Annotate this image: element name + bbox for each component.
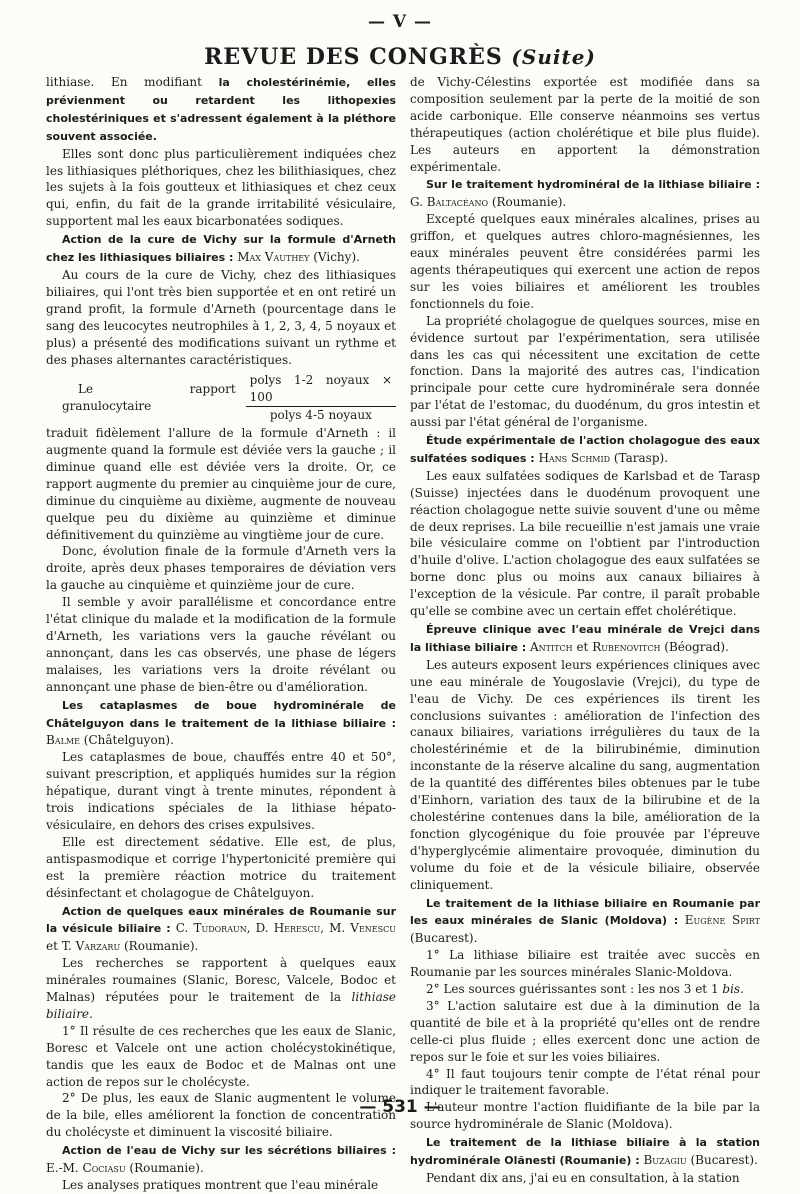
- paragraph: Il semble y avoir parallélisme et concordance entre l'état clinique du malade et la modification de la formule d'Arneth, les variations vers la gauche révélant ou annonçant, dans les cas observés, une phase de légers malaises, les variations vers la droite révélant ou annonçant une phase de bien-être ou d'amélioration.: [46, 595, 396, 694]
- section-heading: Sur le traitement hydrominéral de la lithiase biliaire : G. Baltacéano (Roumanie).: [410, 178, 760, 210]
- formula-fraction: [246, 372, 396, 424]
- section-heading: Le traitement de la lithiase biliaire en Roumanie par les eaux minérales de Slanic (Moldova) : Eugène Spirt (Bucarest).: [410, 896, 760, 946]
- paragraph: de Vichy-Célestins exportée est modifiée dans sa composition seulement par la perte de la moitié de son acide carbonique. Elle conserve néanmoins ses vertus thérapeutiques (action cholérétique et bile plus fluide). Les auteurs en apportent la démonstration expérimentale.: [410, 75, 760, 174]
- section-heading: Étude expérimentale de l'action cholagogue des eaux sulfatées sodiques : Hans Schmid (Tarasp).: [410, 434, 760, 465]
- paragraph: Donc, évolution finale de la formule d'Arneth vers la droite, après deux phases temporaires de déviation vers la gauche au cinquième et quinzième jour de cure.: [46, 544, 396, 593]
- paragraph: 4° Il faut toujours tenir compte de l'état rénal pour indiquer le traitement favorable.: [410, 1066, 760, 1098]
- running-title-suite: (Suite): [511, 45, 596, 69]
- paragraph: Pendant dix ans, j'ai eu en consultation, à la station: [426, 1171, 740, 1185]
- paragraph: lithiase. En modifiant la cholestérinémie, elles prévienment ou retardent les lithopexies cholestériniques et s'adressent également à la pléthore souvent associée.: [46, 75, 396, 143]
- paragraph: Les eaux sulfatées sodiques de Karlsbad et de Tarasp (Suisse) injectées dans le duodénum provoquent une réaction cholagogue nette suivie souvent d'une ou même de deux reprises. La bile recueillie n'est jamais une vraie bile vésiculaire comme on l'obtient par l'introduction d'huile d'olive. L'action cholagogue des eaux sulfatées se borne donc plus ou moins aux canaux biliaires à l'exception de la vésicule. Par contre, il paraît probable qu'elle se combine avec un certain effet cholérétique.: [410, 468, 760, 619]
- section-heading: Action de la cure de Vichy sur la formule d'Arneth chez les lithiasiques biliaires : Max Vauthey (Vichy).: [46, 233, 396, 265]
- right-column: [410, 74, 760, 1187]
- left-column: [46, 74, 396, 1194]
- paragraph: Excepté quelques eaux minérales alcalines, prises au griffon, et quelques autres chloro-magnésiennes, les eaux minérales peuvent être considérées parmi les agents thérapeutiques qui exercent une action de repos sur les voies biliaires et améliorent les troubles fonctionnels du foie.: [410, 212, 760, 311]
- section-heading: Action de quelques eaux minérales de Roumanie sur la vésicule biliaire : C. Tudoraun, D. Herescu, M. Venescu et T. Varzaru (Roumanie).: [46, 904, 396, 954]
- running-title: [0, 44, 800, 70]
- formula-denominator: polys 4-5 noyaux: [269, 408, 372, 423]
- granulocyte-ratio-formula: [46, 372, 396, 424]
- formula-lead-text: Le rapport granulocytaire: [62, 382, 236, 414]
- page-roman-numeral: — V —: [367, 12, 433, 32]
- paragraph: 2° Les sources guérissantes sont : les nos 3 et 1 bis.: [426, 982, 744, 997]
- paragraph: L'auteur montre l'action fluidifiante de la bile par la source hydrominérale de Slanic (Moldova).: [410, 1100, 760, 1132]
- formula-numerator: polys 1-2 noyaux × 100: [246, 372, 396, 407]
- paragraph: Elles sont donc plus particulièrement indiquées chez les lithiasiques pléthoriques, chez les bilithiasiques, chez les sujets à la fois goutteux et lithiasiques et chez ceux qui, enfin, du fait de la grande irritabilité vésiculaire, supportent mal les eaux bicarbonatées sodiques.: [46, 146, 396, 229]
- paragraph: Elle est directement sédative. Elle est, de plus, antispasmodique et corrige l'hypertonicité première qui est la première réaction motrice du traitement désinfectant et cholagogue de Châtelguyon.: [46, 834, 396, 900]
- paragraph: Les recherches se rapportent à quelques eaux minérales roumaines (Slanic, Boresc, Valcele, Bodoc et Malnas) réputées pour le traitement de la lithiase biliaire.: [46, 956, 396, 1021]
- section-heading: Les cataplasmes de boue hydrominérale de Châtelguyon dans le traitement de la lithiase biliaire : Balme (Châtelguyon).: [46, 698, 396, 748]
- paragraph: Les cataplasmes de boue, chauffés entre 40 et 50°, suivant prescription, et appliqués humides sur la région hépatique, durant vingt à trente minutes, répondent à trois indications spéciales de la lithiase hépato-vésiculaire, en dehors des crises expulsives.: [46, 750, 396, 832]
- paragraph: 1° La lithiase biliaire est traitée avec succès en Roumanie par les sources minérales Slanic-Moldova.: [410, 948, 760, 980]
- section-heading: Le traitement de la lithiase biliaire à la station hydrominérale Olănesti (Roumanie) : Buzagiu (Bucarest).: [410, 1136, 760, 1168]
- paragraph: Les analyses pratiques montrent que l'eau minérale: [62, 1178, 379, 1192]
- page-number: — 531 —: [359, 1097, 441, 1117]
- running-title-main: REVUE DES CONGRÈS: [204, 44, 503, 70]
- paragraph: 1° Il résulte de ces recherches que les eaux de Slanic, Boresc et Valcele ont une action cholécystokinétique, tandis que les eaux de Bodoc et de Malnas ont une action de repos sur le cholécyste.: [46, 1023, 396, 1089]
- section-heading: Action de l'eau de Vichy sur les sécrétions biliaires : E.-M. Cociasu (Roumanie).: [46, 1144, 396, 1176]
- paragraph: traduit fidèlement l'allure de la formule d'Arneth : il augmente quand la formule est déviée vers la gauche ; il diminue quand elle est déviée vers la droite. Or, ce rapport augmente du premier au cinquième jour de cure, diminue du cinquième au dixième, augmente de nouveau quelque peu du dixième au quinzième et diminue définitivement du quinzième au vingtième jour de cure.: [46, 426, 396, 542]
- paragraph: Au cours de la cure de Vichy, chez des lithiasiques biliaires, qui l'ont très bien supportée et en ont retiré un grand profit, la formule d'Arneth (pourcentage dans le sang des leucocytes neutrophiles à 1, 2, 3, 4, 5 noyaux et plus) a présenté des modifications suivant un rythme et des phases alternantes caractéristiques.: [46, 267, 396, 367]
- paragraph: 3° L'action salutaire est due à la diminution de la quantité de bile et à la propriété qu'elles ont de rendre celle-ci plus fluide ; elles exercent donc une action de repos sur le foie et sur les voies biliaires.: [410, 998, 760, 1064]
- paragraph: Les auteurs exposent leurs expériences cliniques avec une eau minérale de Yougoslavie (Vrejci), du type de l'eau de Vichy. De ces expériences ils tirent les conclusions suivantes : amélioration de l'infection des canaux biliaires, variations irrégulières du taux de la cholestérinémie et de la bilirubinémie, diminution inconstante de la réserve alcaline du sang, augmentation de la quantité des différentes biles obtenues par le tube d'Einhorn, variation des taux de la bilirubine et de la cholestérine contenues dans la bile, amélioration de la fonction glycogénique du foie prouvée par l'épreuve d'hyperglycémie alimentaire provoquée, diminution du volume du foie et de la vésicule biliaire, observée cliniquement.: [410, 657, 760, 892]
- paragraph: 2° De plus, les eaux de Slanic augmentent le volume de la bile, elles améliorent la fonction de concentration du cholécyste et diminuent la viscosité biliaire.: [46, 1091, 396, 1140]
- paragraph: La propriété cholagogue de quelques sources, mise en évidence surtout par l'expérimentation, sera utilisée dans les cas qui nécessitent une excitation de cette fonction. Dans la majorité des autres cas, l'indication principale pour cette cure hydrominérale sera donnée par l'état de l'estomac, du duodénum, du gros intestin et aussi par l'état général de l'organisme.: [410, 313, 760, 430]
- section-heading: Épreuve clinique avec l'eau minérale de Vrejci dans la lithiase biliaire : Antitch et Rubenovitch (Béograd).: [410, 623, 760, 654]
